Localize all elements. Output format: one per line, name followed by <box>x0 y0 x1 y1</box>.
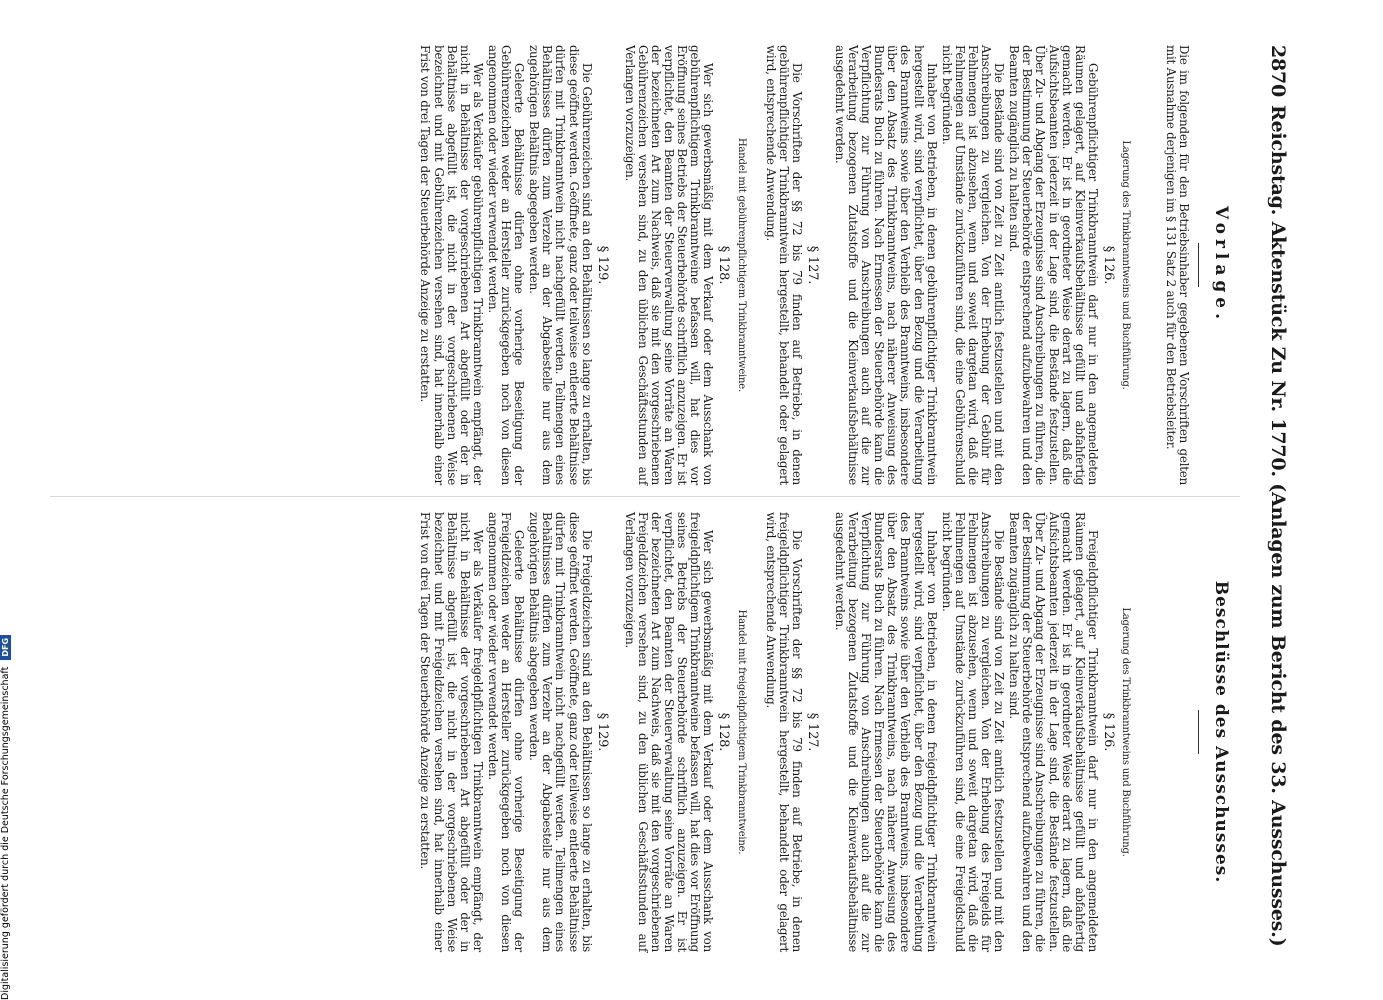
paragraph-text: Die Vorschriften der §§ 72 bis 79 finden auf Betriebe, in denen gebührenpflichtiger Trinkbranntwein hergestellt, behandelt oder gelagert wird, entsprechende Anwendung. <box>763 45 804 485</box>
intro-paragraph: Die im folgenden für den Betriebsinhaber gegebenen Vorschriften gelten mit Ausnahme derjenigen im § 131 Satz 2 auch für den Betriebsleiter. <box>1163 45 1191 485</box>
heading-rule <box>1198 243 1199 287</box>
intro-spacer <box>1150 512 1190 952</box>
paragraph-number: § 128. <box>716 245 732 285</box>
paragraph-number: § 129. <box>594 245 610 285</box>
dfg-logo: DFG <box>0 635 11 660</box>
paragraph-number: § 126. <box>1100 712 1116 752</box>
paragraph-number: § 127. <box>804 245 820 285</box>
section-heading: Handel mit gebührenpflichtigem Trinkbranntweine. <box>735 138 747 392</box>
page-number: 2870 <box>1267 45 1289 98</box>
paragraph-text: Die Bestände sind von Zeit zu Zeit amtlich festzustellen und mit den Anschreibungen zu vergleichen. Von der Erhebung der Gebühr für Fehlmengen ist abzusehen, wenn und soweit dargetan wird, daß die Fehlmengen auf Umstände zurückzuführen sind, die eine Gebührenschuld nicht begründen. <box>939 45 1007 485</box>
page-header <box>1252 45 1292 955</box>
funding-text: Digitalisierung gefördert durch die Deutsche Forschungsgemeinschaft <box>0 666 11 1000</box>
paragraph-number: § 127. <box>804 712 820 752</box>
section-heading: Lagerung des Trinkbranntweins und Buchführung. <box>1120 607 1131 857</box>
paragraph-text: Wer sich gewerbsmäßig mit dem Verkauf oder dem Ausschank von freigeldpflichtigem Trinkbranntweine befassen will, hat dies vor Eröffnung seines Betriebs der Steuerbehörde schriftlich anzuzeigen. Er ist verpflichtet, den Beamten der Steuerverwaltung seine Vorräte an Waren der bezeichneten Art zum Nachweis, daß sie mit den vorgeschriebenen Freigeldzeichen versehen sind, zu den üblichen Geschäftsstunden auf Verlangen vorzuzeigen. <box>622 512 716 952</box>
funding-note <box>0 635 11 1000</box>
section-heading: Handel mit freigeldpflichtigem Trinkbranntweine. <box>735 609 747 855</box>
column-beschluesse <box>416 512 1235 952</box>
paragraph-text: Inhaber von Betrieben, in denen freigeldpflichtiger Trinkbranntwein hergestellt wird, sind verpflichtet, über den Bezug und die Verarbeitung des Branntweins sowie über den Verbleib des Branntweins, insbesondere über den Absatz des Trinkbranntweins, nach näherer Anweisung des Bundesrats Buch zu führen. Nach Ermessen der Steuerbehörde kann die Verpflichtung zur Führung von Anschreibungen auch auf die zur Verarbeitung bezogenen Zutatstoffe und die Kleinverkaufsbehältnisse ausgedehnt werden. <box>833 512 939 952</box>
paragraph-text: Geleerte Behältnisse dürfen ohne vorherige Beseitigung der Gebührenzeichen weder an Hersteller zurückgegeben noch von diesen angenommen oder wieder verwendet werden. <box>485 45 527 485</box>
paragraph-number: § 126. <box>1100 245 1116 285</box>
paragraph-text: Die Vorschriften der §§ 72 bis 79 finden auf Betriebe, in denen freigeldpflichtiger Trinkbranntwein hergestellt, behandelt oder gelagert wird, entsprechende Anwendung. <box>763 512 804 952</box>
paragraph-text: Freigeldpflichtiger Trinkbranntwein darf nur in den angemeldeten Räumen gelagert, auf Kleinverkaufsbehältnisse gefüllt und abfahfertig gemacht werden. Er ist in geordneter Weise derart zu lagern, daß die Aufsichtsbeamten jederzeit in der Lage sind, die Bestände festzustellen. Über Zu- und Abgang der Erzeugnisse sind Anschreibungen zu führen, die der Bestimmung der Steuerbehörde entsprechend aufzubewahren und den Beamten zugänglich zu halten sind. <box>1007 512 1100 952</box>
column-divider <box>50 496 1240 497</box>
section-heading: Lagerung des Trinkbranntweins und Buchführung. <box>1120 140 1131 390</box>
header-title: Reichstag. Aktenstück Zu Nr. 1770. (Anlagen zum Bericht des 33. Ausschusses.) <box>1267 105 1289 947</box>
paragraph-text: Wer als Verkäufer gebührenpflichtigen Trinkbranntwein empfängt, der nicht in Behältnisse der vorgeschriebenen Art abgefüllt oder der in Behältnisse abgefüllt ist, die nicht in der vorgeschriebenen Weise bezeichnet und mit Gebührenzeichen versehen sind, hat innerhalb einer Frist von drei Tagen der Steuerbehörde Anzeige zu erstatten. <box>418 45 485 485</box>
column-vorlage <box>416 45 1235 485</box>
paragraph-text: Wer als Verkäufer freigeldpflichtigen Trinkbranntwein empfängt, der nicht in Behältnisse der vorgeschriebenen Art abgefüllt oder der in Behältnisse abgefüllt ist, die nicht in der vorgeschriebenen Weise bezeichnet und mit Freigeldzeichen versehen sind, hat innerhalb einer Frist von drei Tagen der Steuerbehörde Anzeige zu erstatten. <box>418 512 485 952</box>
column-heading: Vorlage. <box>1211 205 1231 325</box>
paragraph-text: Die Bestände sind von Zeit zu Zeit amtlich festzustellen und mit den Anschreibungen zu vergleichen. Von der Erhebung des Freigelds für Fehlmengen ist abzusehen, wenn und soweit dargetan wird, daß die Fehlmengen auf Umstände zurückzuführen sind, die eine Freigeldschuld nicht begründen. <box>939 512 1007 952</box>
column-heading: Beschlüsse des Ausschusses. <box>1211 580 1231 884</box>
heading-rule <box>1198 710 1199 754</box>
paragraph-number: § 129. <box>594 712 610 752</box>
paragraph-text: Geleerte Behältnisse dürfen ohne vorherige Beseitigung der Freigeldzeichen weder an Hersteller zurückgegeben noch von diesen angenommen oder wieder verwendet werden. <box>485 512 527 952</box>
paragraph-text: Die Freigeldzeichen sind an den Behältnissen so lange zu erhalten, bis diese geöffnet werden. Geöffnete, ganz oder teilweise entleerte Behältnisse dürfen mit Trinkbranntwein nicht nachgefüllt werden. Teilmengen eines Behältnisses dürfen zum Verzehr an der Abgabestelle nur aus dem zugehörigen Behältnis abgegeben werden. <box>527 512 594 952</box>
paragraph-text: Gebührenpflichtiger Trinkbranntwein darf nur in den angemeldeten Räumen gelagert, auf Kleinverkaufsbehältnisse gefüllt und abfahfertig gemacht werden. Er ist in geordneter Weise derart zu lagern, daß die Aufsichtsbeamten jederzeit in der Lage sind, die Bestände festzustellen. Über Zu- und Abgang der Erzeugnisse sind Anschreibungen zu führen, die der Bestimmung der Steuerbehörde entsprechend aufzubewahren und den Beamten zugänglich zu halten sind. <box>1007 45 1100 485</box>
paragraph-text: Inhaber von Betrieben, in denen gebührenpflichtiger Trinkbranntwein hergestellt wird, sind verpflichtet, über den Bezug und die Verarbeitung des Branntweins sowie über den Verbleib des Branntweins, insbesondere über den Absatz des Trinkbranntweins, nach näherer Anweisung des Bundesrats Buch zu führen. Nach Ermessen der Steuerbehörde kann die Verpflichtung zur Führung von Anschreibungen auch auf die zur Verarbeitung bezogenen Zutatstoffe und die Kleinverkaufsbehältnisse ausgedehnt werden. <box>833 45 939 485</box>
paragraph-number: § 128. <box>716 712 732 752</box>
paragraph-text: Wer sich gewerbsmäßig mit dem Verkauf oder dem Ausschank von gebührenpflichtigem Trinkbranntweine befassen will, hat dies vor Eröffnung seines Betriebs der Steuerbehörde schriftlich anzuzeigen. Er ist verpflichtet, den Beamten der Steuerverwaltung seine Vorräte an Waren der bezeichneten Art zum Nachweis, daß sie mit den vorgeschriebenen Gebührenzeichen versehen sind, zu den üblichen Geschäftsstunden auf Verlangen vorzuzeigen. <box>622 45 716 485</box>
paragraph-text: Die Gebührenzeichen sind an den Behältnissen so lange zu erhalten, bis diese geöffnet werden. Geöffnete, ganz oder teilweise entleerte Behältnisse dürfen mit Trinkbranntwein nicht nachgefüllt werden. Teilmengen eines Behältnisses dürfen zum Verzehr an der Abgabestelle nur aus dem zugehörigen Behältnis abgegeben werden. <box>527 45 594 485</box>
